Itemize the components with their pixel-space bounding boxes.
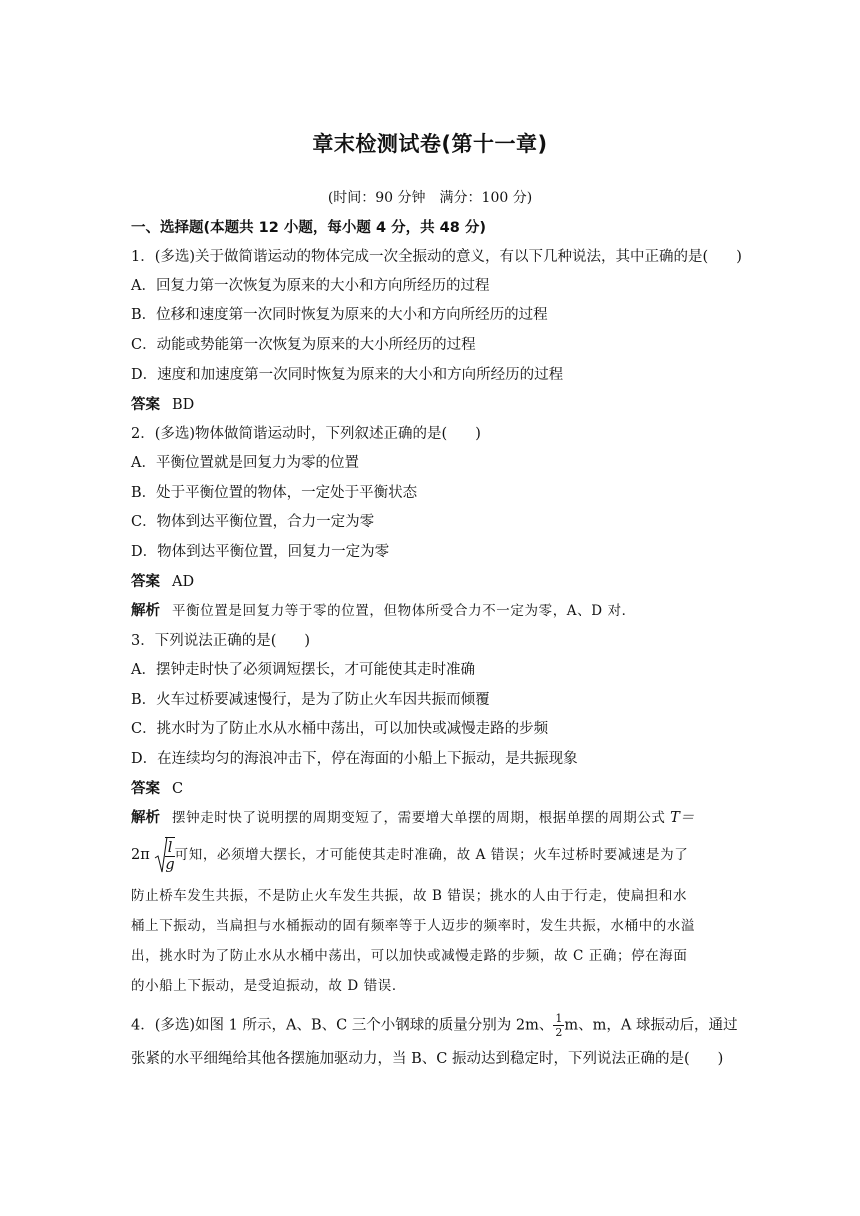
q2-analysis: 解析 平衡位置是回复力等于零的位置，但物体所受合力不一定为零，A、D 对． — [131, 603, 636, 619]
q1-option-b: B．位移和速度第一次同时恢复为原来的大小和方向所经历的过程 — [131, 307, 548, 323]
q3-option-d: D．在连续均匀的海浪冲击下，停在海面的小船上下振动，是共振现象 — [131, 751, 578, 767]
question-2-stem: 2．(多选)物体做简谐运动时，下列叙述正确的是( ) — [131, 426, 481, 442]
page-title: 章末检测试卷(第十一章) — [312, 132, 548, 156]
section-heading: 一、选择题(本题共 12 小题，每小题 4 分，共 48 分) — [131, 220, 486, 236]
q3-answer: 答案 C — [131, 781, 184, 797]
question-4-stem-line-2: 张紧的水平细绳给其他各摆施加驱动力，当 B、C 振动达到稳定时，下列说法正确的是( ) — [131, 1051, 724, 1067]
q3-analysis-line-5: 出，挑水时为了防止水从水桶中荡出，可以加快或减慢走路的步频，故 C 正确；停在海面 — [131, 948, 688, 964]
question-4-stem-line-1: 4．(多选)如图 1 所示，A、B、C 三个小钢球的质量分别为 2m、 $\frac{1}{2}$ m、m，A 球振动后，通过 — [131, 1012, 738, 1039]
exam-info: (时间：90 分钟 满分：100 分) — [327, 190, 533, 206]
q3-option-a: A．摆钟走时快了必须调短摆长，才可能使其走时准确 — [131, 662, 475, 678]
half-fraction: $\frac{1}{2}$ — [555, 1012, 563, 1039]
pendulum-period-formula: 2π $\frac{l}{g}$ 可知，必须增大摆长，才可能使其走时准确，故 A 错误；火车过桥时要减速是为了 — [131, 836, 688, 874]
q1-option-d: D．速度和加速度第一次同时恢复为原来的大小和方向所经历的过程 — [131, 367, 564, 383]
question-1-stem: 1．(多选)关于做简谐运动的物体完成一次全振动的意义，有以下几种说法，其中正确的是( ) — [131, 249, 742, 265]
q2-option-a: A．平衡位置就是回复力为零的位置 — [131, 455, 359, 471]
q1-option-c: C．动能或势能第一次恢复为原来的大小所经历的过程 — [131, 337, 476, 353]
q1-answer: 答案 BD — [131, 397, 195, 413]
q3-analysis-line-6: 的小船上下振动，是受迫振动，故 D 错误． — [131, 978, 407, 994]
length-over-g-fraction: $\frac{l}{g}$ — [165, 837, 174, 873]
q2-option-d: D．物体到达平衡位置，回复力一定为零 — [131, 544, 390, 560]
q3-analysis-line-3: 防止桥车发生共振，不是防止火车发生共振，故 B 错误；挑水的人由于行走，使扁担和水 — [131, 888, 688, 904]
q3-option-c: C．挑水时为了防止水从水桶中荡出，可以加快或减慢走路的步频 — [131, 721, 549, 737]
q2-answer: 答案 AD — [131, 574, 195, 590]
q3-analysis-line-1: 解析 摆钟走时快了说明摆的周期变短了，需要增大单摆的周期，根据单摆的周期公式 T＝ — [131, 810, 695, 826]
q2-option-c: C．物体到达平衡位置，合力一定为零 — [131, 514, 375, 530]
question-3-stem: 3．下列说法正确的是( ) — [131, 633, 311, 649]
q3-option-b: B．火车过桥要减速慢行，是为了防止火车因共振而倾覆 — [131, 692, 490, 708]
q1-option-a: A．回复力第一次恢复为原来的大小和方向所经历的过程 — [131, 278, 490, 294]
q3-analysis-line-4: 桶上下振动，当扁担与水桶振动的固有频率等于人迈步的频率时，发生共振，水桶中的水溢 — [131, 918, 695, 934]
q2-option-b: B．处于平衡位置的物体，一定处于平衡状态 — [131, 485, 418, 501]
